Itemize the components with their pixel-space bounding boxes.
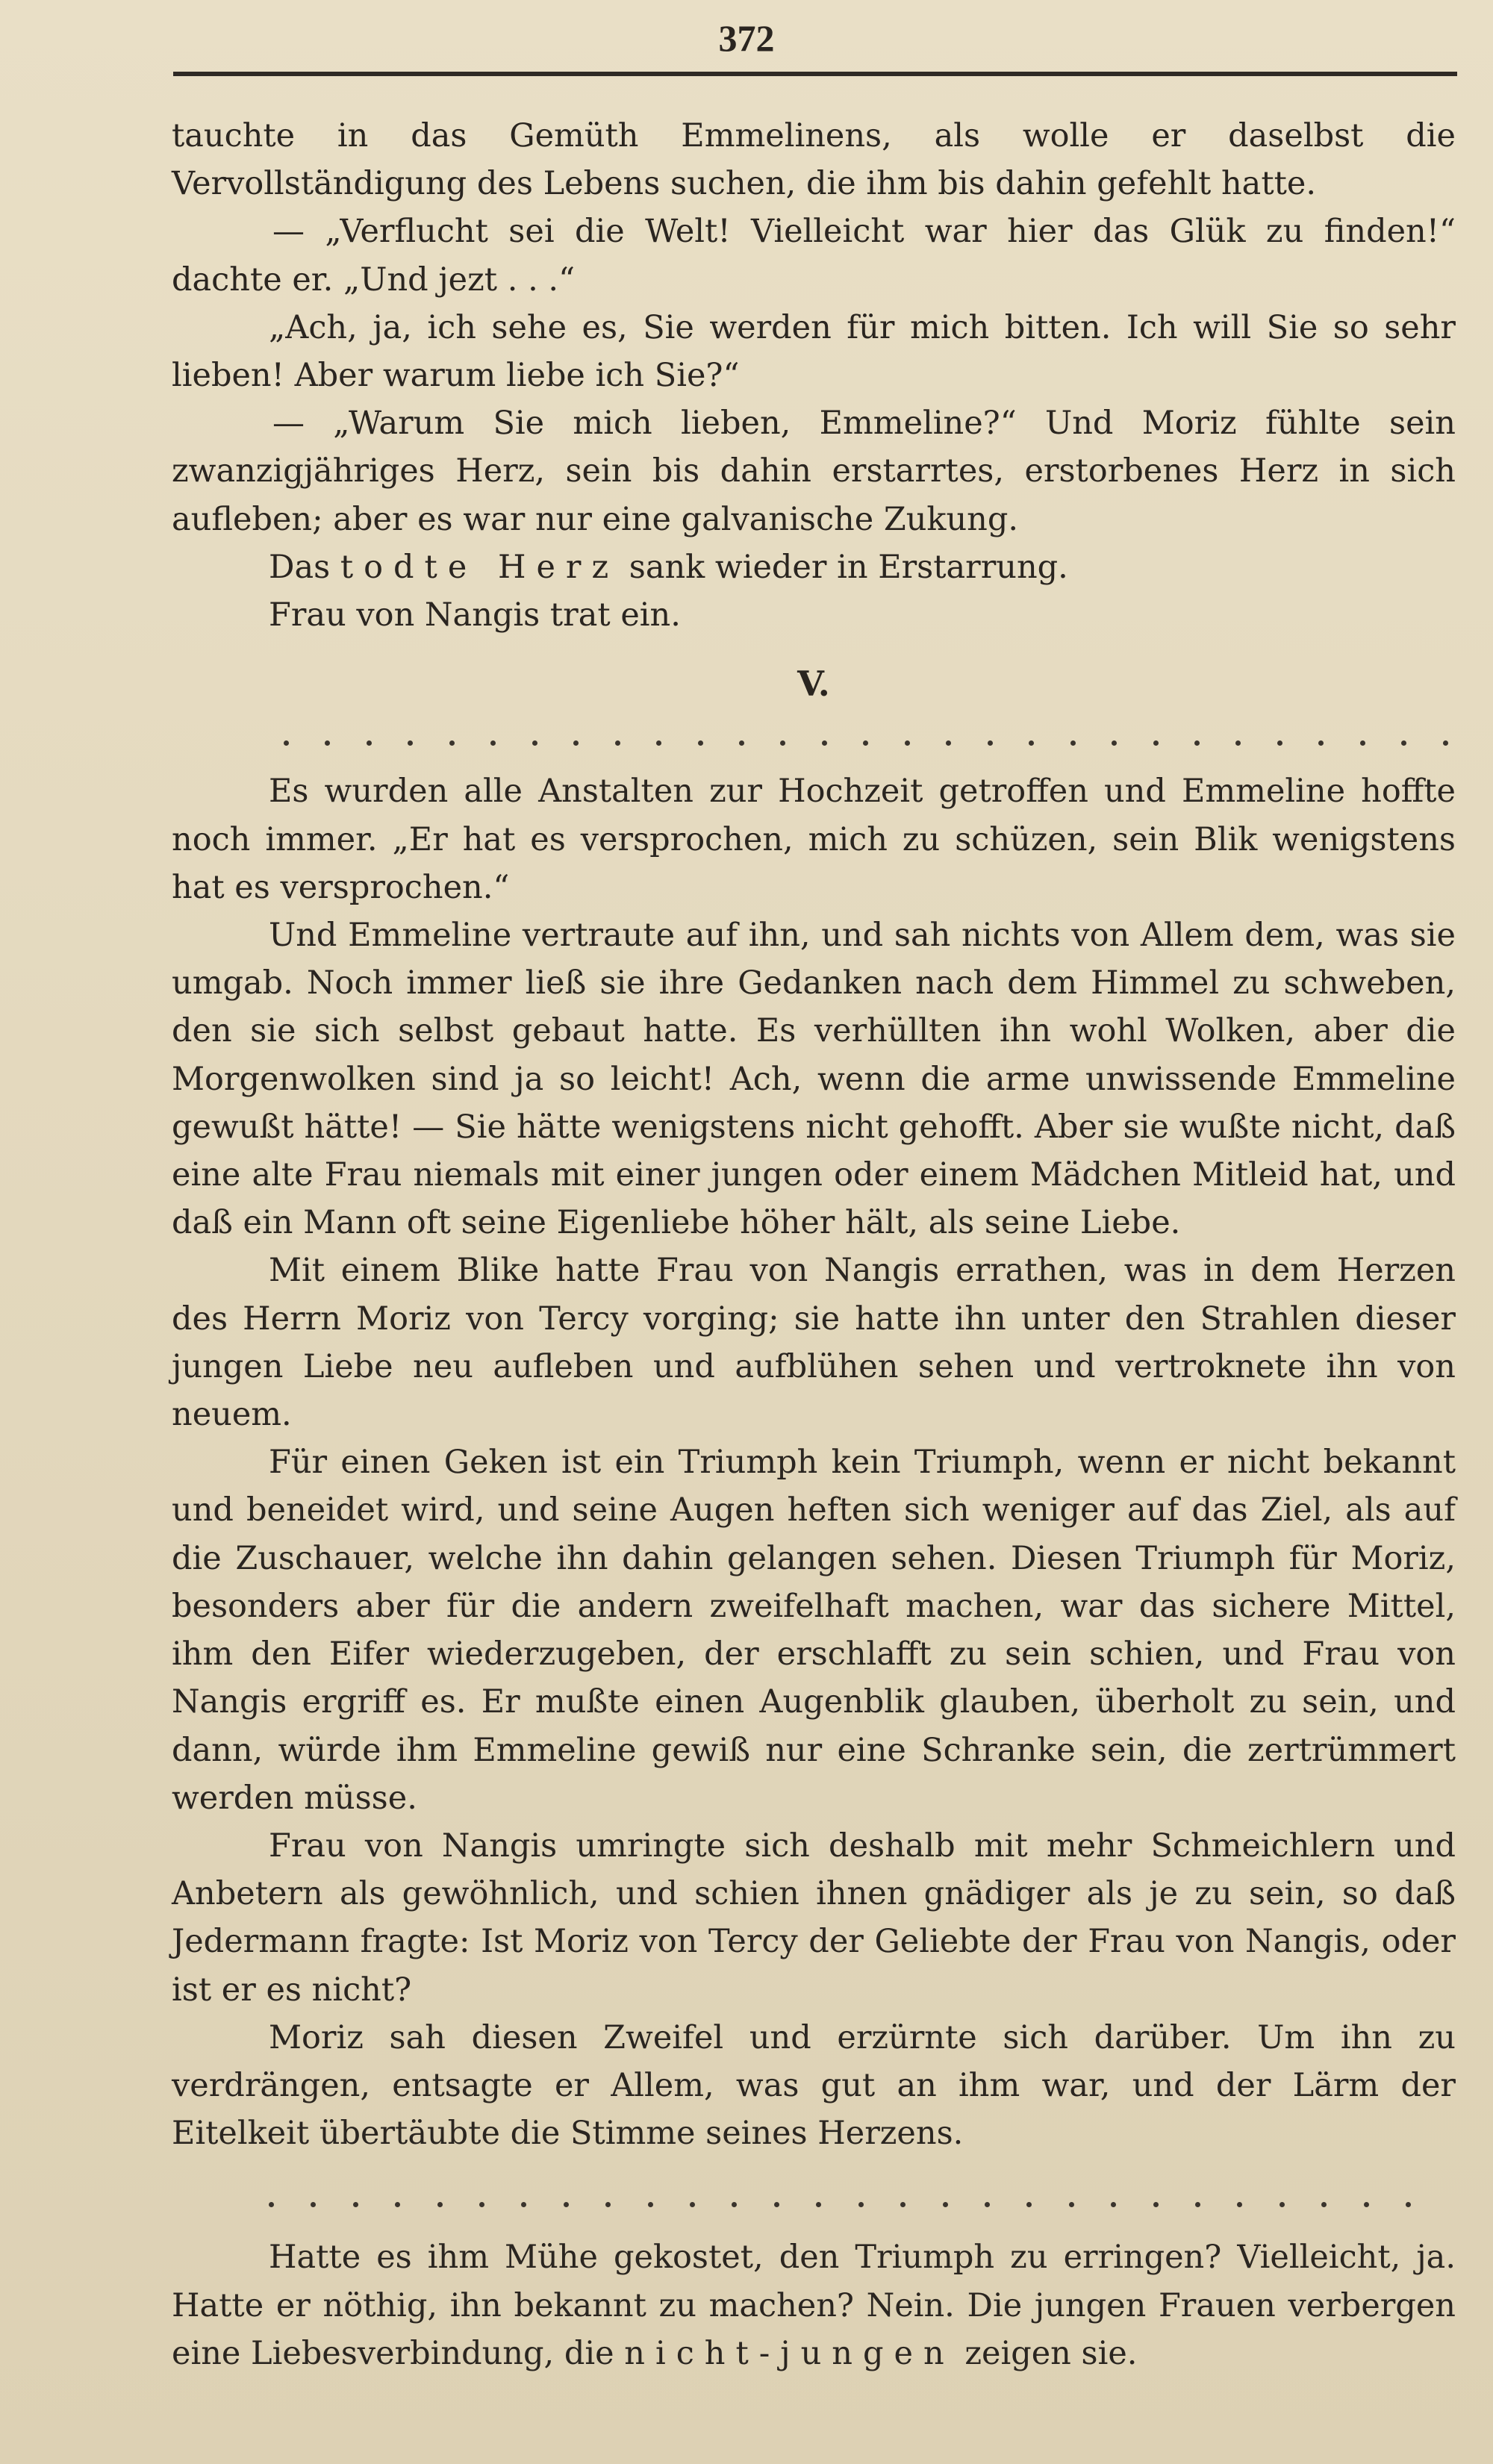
final-suffix: zeigen sie. (954, 2334, 1138, 2372)
final-emphasis: nicht-jungen (624, 2334, 955, 2372)
dead-heart-suffix: sank wieder in Erstarrung. (619, 548, 1068, 586)
paragraph-flatterers: Frau von Nangis umringte sich deshalb mit mehr Schmeichlern und Anbetern als gewöhnlich, und schien ihnen gnädiger als je zu sein, so daß Jedermann fragte: Ist Moriz von Tercy der Geliebte der Frau von Nangis, oder ist er es nicht? (172, 1827, 1456, 2009)
section-heading: V. (797, 664, 830, 705)
final-text: Hatte es ihm Mühe gekostet, den Triumph zu erringen? Vielleicht, ja. Hatte er nöthig, ihn bekannt zu machen? Nein. Die jungen Frauen verbergen eine Liebesverbindung, die (172, 2239, 1456, 2372)
ellipsis-divider (172, 721, 1456, 764)
ellipsis-divider-2 (172, 2183, 1456, 2226)
body-text (172, 112, 1456, 2377)
paragraph-emmeline-plea: „Ach, ja, ich sehe es, Sie werden für mich bitten. Ich will Sie so sehr lieben! Aber warum liebe ich Sie?“ (172, 308, 1456, 395)
dead-heart-prefix: Das (269, 548, 340, 586)
paragraph-continuation: tauchte in das Gemüth Emmelinens, als wolle er daselbst die Vervollständigung des Lebens suchen, die ihm bis dahin gefehlt hatte. (172, 117, 1456, 203)
paragraph-emmeline-trust: Und Emmeline vertraute auf ihn, und sah nichts von Allem dem, was sie umgab. Noch immer ließ sie ihre Gedanken nach dem Himmel zu schweben, den sie sich selbst gebaut hatte. Es verhüllten ihn wohl Wolken, aber die Morgenwolken sind ja so leicht! Ach, wenn die arme unwissende Emmeline gewußt hätte! — Sie hätte wenigstens nicht gehofft. Aber sie wußte nicht, daß eine alte Frau niemals mit einer jungen oder einem Mädchen Mitleid hat, und daß ein Mann oft seine Eigenliebe höher hält, als seine Liebe. (172, 917, 1456, 1242)
page-number: 372 (718, 17, 775, 59)
paragraph-moriz-curse: — „Verflucht sei die Welt! Vielleicht war hier das Glük zu finden!“ dachte er. „Und jezt . . .“ (172, 213, 1456, 299)
paragraph-triumph: Für einen Geken ist ein Triumph kein Triumph, wenn er nicht bekannt und beneidet wird, und seine Augen heften sich weniger auf das Ziel, als auf die Zuschauer, welche ihn dahin gelangen sehen. Diesen Triumph für Moriz, besonders aber für die andern zweifelhaft machen, war das sichere Mittel, ihm den Eifer wiederzugeben, der erschlafft zu sein schien, und Frau von Nangis ergriff es. Er mußte einen Augenblik glauben, überholt zu sein, und dann, würde ihm Emmeline gewiß nur eine Schranke sein, die zertrümmert werden müsse. (172, 1444, 1456, 1817)
paragraph-final (172, 2233, 1456, 2377)
paragraph-doubt: Moriz sah diesen Zweifel und erzürnte sich darüber. Um ihn zu verdrängen, entsagte er Allem, was gut an ihm war, und der Lärm der Eitelkeit übertäubte die Stimme seines Herzens. (172, 2018, 1456, 2153)
dead-heart-emphasis: todte Herz (340, 548, 620, 586)
paragraph-dead-heart (172, 543, 1456, 591)
paragraph-entrance: Frau von Nangis trat ein. (269, 596, 681, 634)
header-rule (173, 72, 1457, 76)
paragraph-moriz-heart: — „Warum Sie mich lieben, Emmeline?“ Und Moriz fühlte sein zwanzigjähriges Herz, sein bis dahin erstarrtes, erstorbenes Herz in sich aufleben; aber es war nur eine galvanische Zukung. (172, 405, 1456, 538)
paragraph-frau-nangis: Mit einem Blike hatte Frau von Nangis errathen, was in dem Herzen des Herrn Moriz von Tercy vorging; sie hatte ihn unter den Strahlen dieser jungen Liebe neu aufleben und aufblühen sehen und vertroknete ihn von neuem. (172, 1252, 1456, 1434)
paragraph-wedding: Es wurden alle Anstalten zur Hochzeit getroffen und Emmeline hoffte noch immer. „Er hat es versprochen, mich zu schüzen, sein Blik wenigstens hat es versprochen.“ (172, 773, 1456, 906)
